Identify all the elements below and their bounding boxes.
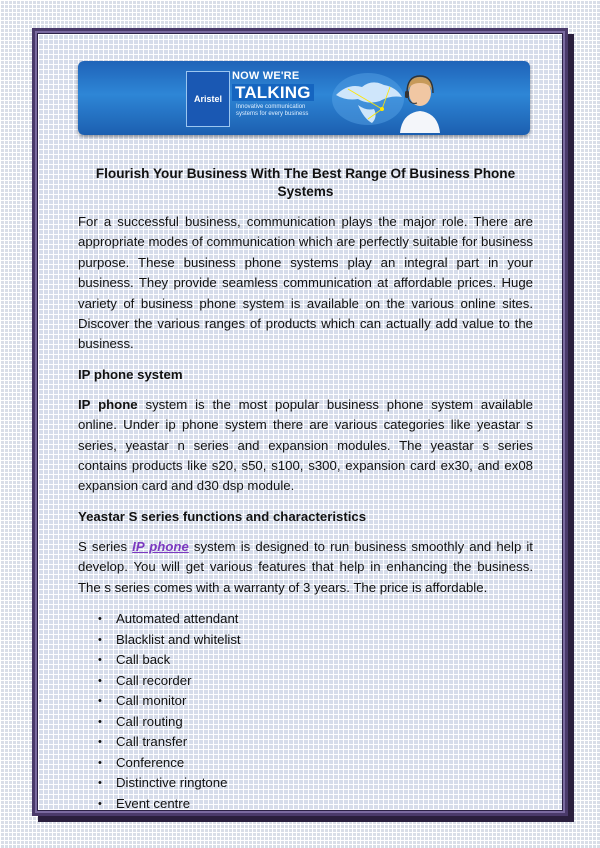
bullet-icon: • [98, 654, 102, 667]
article-title: Flourish Your Business With The Best Range Of Business Phone Systems [95, 166, 516, 199]
article-content [78, 165, 533, 814]
feature-label: Call routing [116, 713, 183, 729]
bullet-icon: • [98, 736, 102, 749]
s-series-post: system is designed to run business smoothly and help it develop. You will get various features that help in enhancing the business. The s series comes with a warranty of 3 years. The price is affordable. [78, 538, 533, 595]
ip-phone-body: system is the most popular business phone system available online. Under ip phone system there are various categories like yeastar s series, yeastar n series and expansion modules. The yeastar s series contains products like s20, s50, s100, s300, expansion card ex30, and ex08 expansion card and d30 dsp module. [78, 396, 533, 494]
s-series-pre: S series [78, 538, 133, 554]
section-heading-ip-phone: IP phone system [78, 366, 183, 382]
feature-list-item [98, 630, 533, 651]
feature-label: Event centre [116, 795, 191, 811]
page-frame [32, 28, 568, 816]
feature-list-item [98, 609, 533, 630]
bullet-icon: • [98, 695, 102, 708]
bullet-icon: • [98, 777, 102, 790]
feature-list-item [98, 773, 533, 794]
page-inner [37, 33, 563, 811]
feature-label: Conference [116, 754, 185, 770]
brand-logo: Aristel [186, 71, 230, 127]
bullet-icon: • [98, 674, 102, 687]
bullet-icon: • [98, 797, 102, 810]
ip-phone-paragraph [78, 395, 533, 497]
feature-list-item [98, 691, 533, 712]
feature-list-item [98, 794, 533, 815]
feature-list-item [98, 712, 533, 733]
headline-line2: TALKING [232, 84, 314, 101]
feature-label: Call back [116, 652, 171, 668]
bullet-icon: • [98, 633, 102, 646]
feature-label: Distinctive ringtone [116, 775, 228, 791]
bullet-icon: • [98, 756, 102, 769]
feature-list [78, 609, 533, 814]
bullet-icon: • [98, 613, 102, 626]
headline-line1: NOW WE'RE [232, 70, 300, 82]
banner-headline [232, 71, 314, 101]
headset-agent-icon [396, 67, 444, 133]
feature-label: Call recorder [116, 672, 192, 688]
feature-label: Blacklist and whitelist [116, 631, 241, 647]
feature-list-item [98, 671, 533, 692]
banner-tagline: Innovative communication systems for every business [236, 104, 309, 117]
s-series-paragraph [78, 537, 533, 598]
intro-paragraph: For a successful business, communication plays the major role. There are appropriate modes of communication which are perfectly suitable for business purpose. These business phone systems play an integral part in your business. They provide seamless communication at affordable prices. Huge variety of business phone system is available on the various online sites. Discover the various ranges of products which can actually add value to the business. [78, 214, 533, 352]
section-heading-s-series: Yeastar S series functions and characteristics [78, 508, 367, 524]
bullet-icon: • [98, 715, 102, 728]
ip-phone-lead: IP phone [78, 396, 138, 412]
feature-label: Call transfer [116, 734, 188, 750]
feature-list-item [98, 650, 533, 671]
feature-list-item [98, 753, 533, 774]
ip-phone-link[interactable]: IP phone [132, 538, 189, 554]
feature-list-item [98, 732, 533, 753]
header-banner [78, 61, 530, 135]
feature-label: Call monitor [116, 693, 187, 709]
feature-label: Automated attendant [116, 611, 239, 627]
